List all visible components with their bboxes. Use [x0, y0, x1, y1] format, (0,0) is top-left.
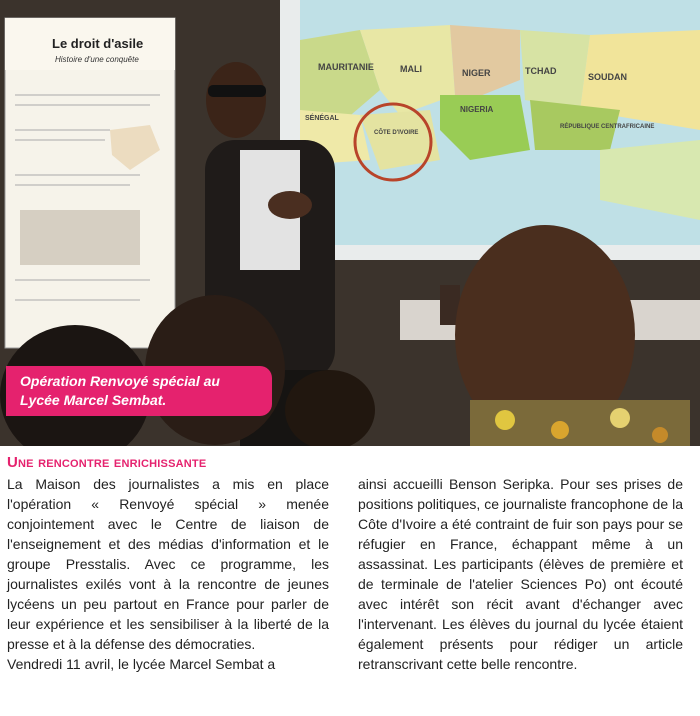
article-column-left [7, 474, 329, 674]
caption-line: Opération Renvoyé spécial au [20, 373, 220, 389]
map-label: SOUDAN [588, 72, 628, 82]
paragraph: ainsi accueilli Benson Seripka. Pour ses prises de positions politiques, ce journaliste francophone de la Côte d'Ivoire a été contraint de fuir son pays pour se réfugier en France, échappant même à un assassinat. Les participants (élèves de première et de terminale de l'atelier Sciences Po) ont écouté avec intérêt son récit avant d'échanger avec l'intervenant. Les élèves du journal du lycée étaient également présents pour rédiger un article retranscrivant cette belle rencontre. [358, 476, 683, 672]
map-label: CÔTE D'IVOIRE [374, 130, 419, 136]
article-column-right [358, 474, 683, 674]
paragraph: Vendredi 11 avril, le lycée Marcel Sembat a [7, 656, 276, 672]
map-label: RÉPUBLIQUE CENTRAFRICAINE [560, 124, 655, 130]
poster-title: Le droit d'asile [52, 36, 144, 51]
map-label: NIGER [462, 68, 491, 78]
map-label: MAURITANIE [318, 62, 374, 72]
map-label: SÉNÉGAL [305, 115, 339, 122]
caption-line: Lycée Marcel Sembat. [20, 392, 167, 408]
article-title: Une rencontre enrichissante [7, 454, 207, 471]
map-label: NIGERIA [460, 105, 494, 114]
poster-subtitle: Histoire d'une conquête [55, 55, 139, 64]
map-label: TCHAD [525, 66, 557, 76]
map-label: MALI [400, 64, 422, 74]
paragraph: La Maison des journalistes a mis en place l'opération « Renvoyé spécial » menée conjointement avec le Centre de liaison de l'enseignement et des médias d'information et le groupe Presstalis. Avec ce programme, les journalistes exilés vont à la rencontre de jeunes lycéens un peu partout en France pour parler de leur expérience et les sensibiliser à la liberté de la presse et à la défense des démocraties. [7, 476, 329, 652]
photo-caption [20, 372, 260, 410]
